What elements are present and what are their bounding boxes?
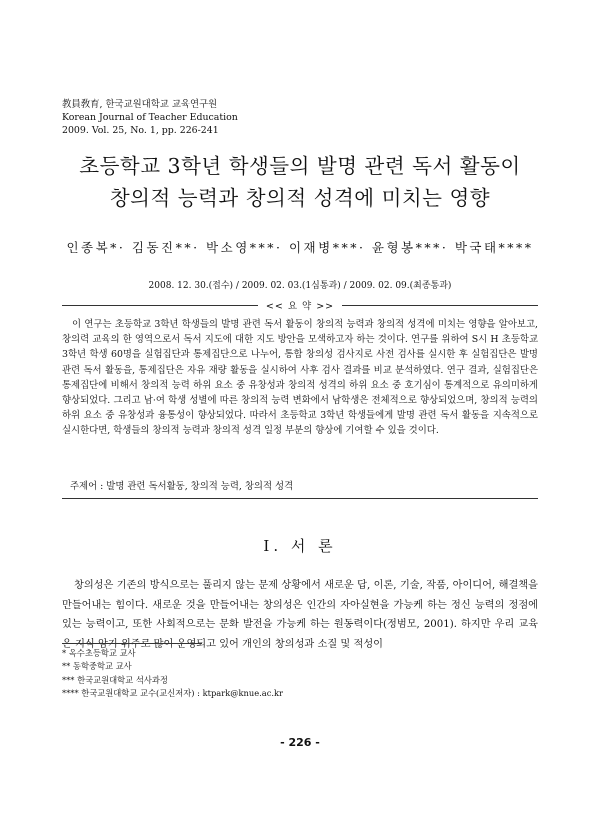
footnotes (62, 647, 283, 700)
abstract-divider (62, 498, 538, 499)
journal-name-english: Korean Journal of Teacher Education (62, 112, 238, 124)
journal-name-korean: 教員敎育, 한국교원대학교 교육연구원 (62, 99, 218, 110)
submission-dates: 2008. 12. 30.(접수) / 2009. 02. 03.(1심통과) / 2009. 02. 09.(최종통과) (148, 281, 452, 291)
abstract-text: 이 연구는 초등학교 3학년 학생들의 발명 관련 독서 활동이 창의적 능력과 창의적 성격에 미치는 영향을 알아보고, 창의력 교육의 한 영역으로서 독서 지도에 대한 지도 방안을 모색하고자 하는 것이다. 연구를 위하여 S시 H 초등학교 3학년 학생 60명을 실험집단과 통제집단으로 나누어, 통합 창의성 검사지로 사전 검사를 실시한 후 실험집단은 발명 관련 독서 활동을, 통제집단은 자유 재량 활동을 실시하여 사후 검사 결과를 비교 분석하였다. 연구 결과, 실험집단은 통제집단에 비해서 창의적 능력 하위 요소 중 유창성과 창의적 성격의 하위 요소 중 호기심이 통계적으로 유의미하게 향상되었다. 그리고 남·여 학생 성별에 따른 창의적 능력 변화에서 남학생은 전체적으로 향상되었으며, 창의적 능력의 하위 요소 중 유창성과 융통성이 향상되었다. 따라서 초등학교 3학년 학생들에게 발명 관련 독서 활동을 지속적으로 실시한다면, 학생들의 창의적 능력과 창의적 성격 일정 부분의 향상에 기여할 수 있을 것이다. (62, 319, 538, 437)
footnote-item: *** 한국교원대학교 석사과정 (62, 674, 168, 685)
paper-title (0, 150, 600, 214)
abstract-rule-left (62, 305, 258, 306)
author-list: 인종복*· 김동진**· 박소영***· 이재병***· 윤형봉***· 박국태**** (66, 240, 534, 255)
journal-info (62, 98, 238, 138)
page-number: - 226 - (280, 736, 320, 749)
footnote-item: **** 한국교원대학교 교수(교신저자) : ktpark@knue.ac.kr (62, 687, 284, 698)
section-heading: Ⅰ. 서 론 (263, 537, 337, 555)
paper-title-line-2: 창의적 능력과 창의적 성격에 미치는 영향 (109, 186, 491, 210)
keywords: 주제어 : 발명 관련 독서활동, 창의적 능력, 창의적 성격 (70, 481, 294, 492)
abstract-heading (62, 298, 538, 312)
paper-title-line-1: 초등학교 3학년 학생들의 발명 관련 독서 활동이 (79, 154, 521, 178)
footnote-item: ** 동학중학교 교사 (62, 661, 132, 672)
abstract (62, 317, 538, 439)
abstract-heading-label: << 요 약 >> (265, 301, 335, 312)
journal-volume: 2009. Vol. 25, No. 1, pp. 226-241 (62, 125, 219, 137)
footnote-item: * 옥수초등학교 교사 (62, 648, 136, 658)
footnote-rule (62, 643, 202, 644)
introduction-paragraph: 창의성은 기존의 방식으로는 풀리지 않는 문제 상황에서 새로운 답, 이론, 기술, 작품, 아이디어, 해결책을 만들어내는 힘이다. 새로운 것을 만들어내는 창의성은 인간의 자아실현을 가능케 하는 정신 능력의 정점에 있는 능력이고, 또한 사회적으로는 문화 발전을 가능케 하는 원동력이다(정범모, 2001). 하지만 우리 교육은 지식 암기 위주로 많이 운영되고 있어 개인의 창의성과 소질 및 적성이 (62, 580, 538, 650)
abstract-rule-right (342, 305, 538, 306)
